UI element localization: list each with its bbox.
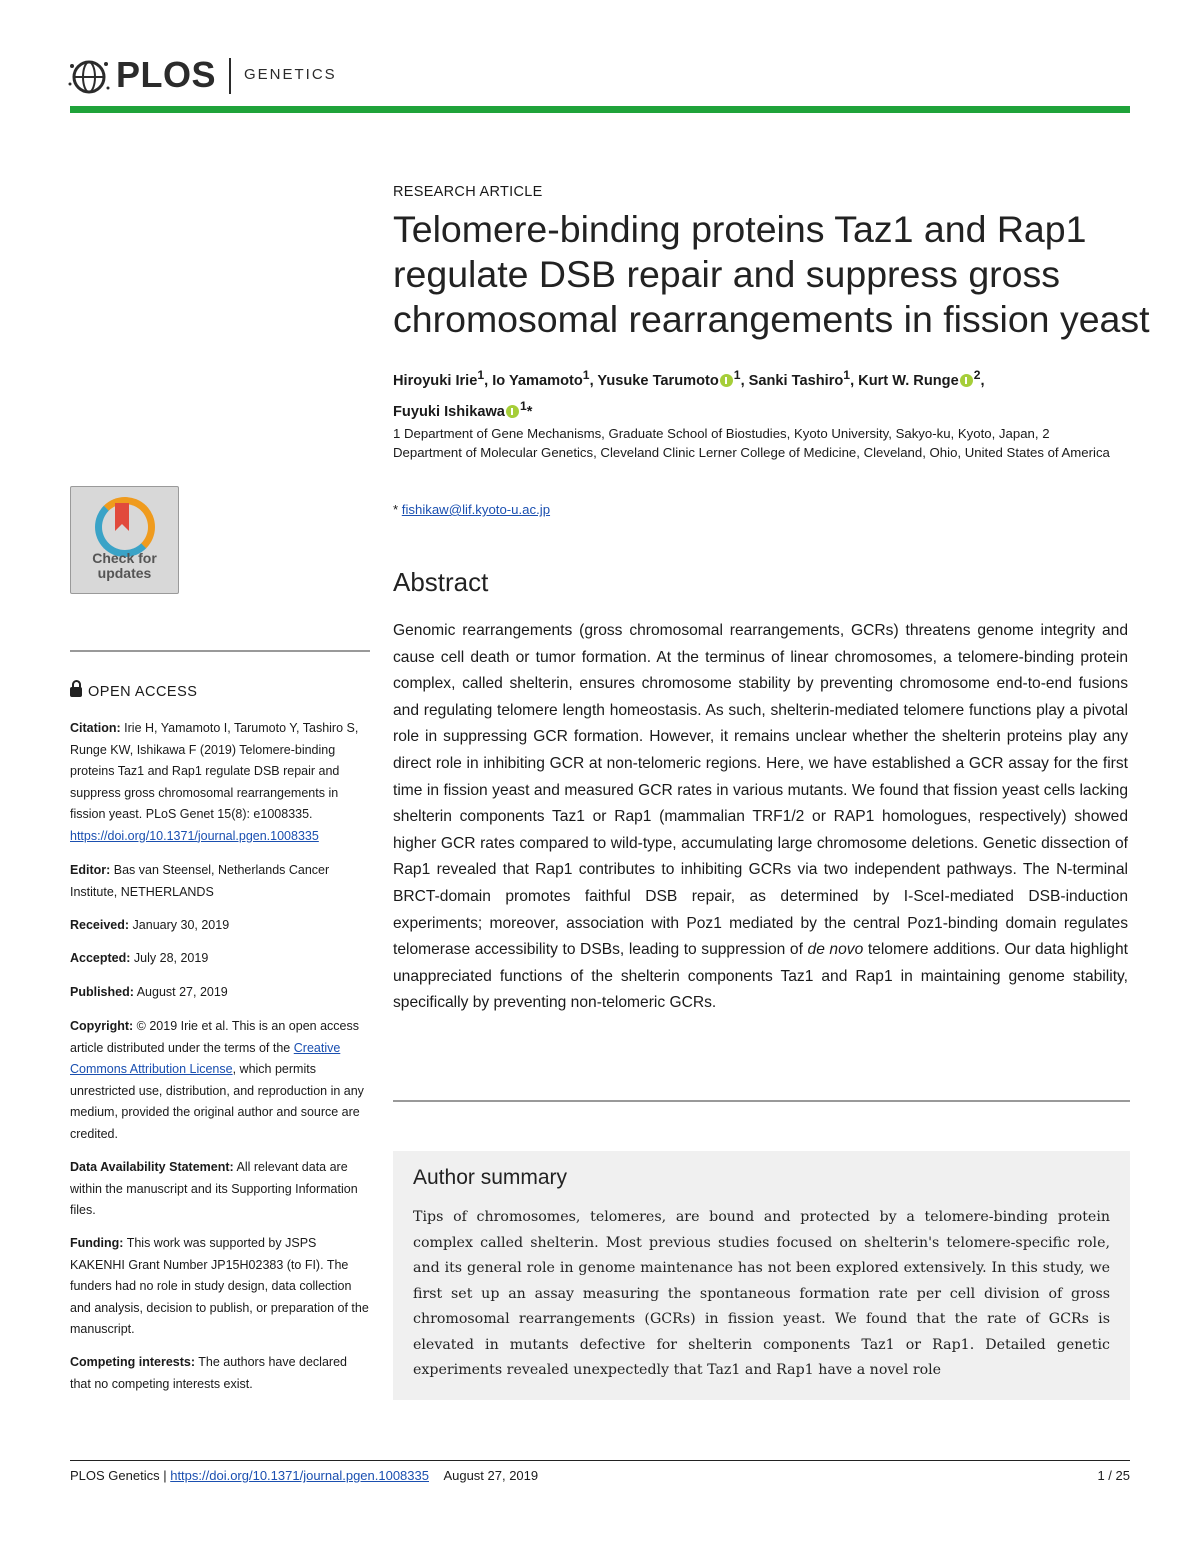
abstract-divider <box>393 1100 1130 1102</box>
footer-citation: PLOS Genetics | https://doi.org/10.1371/journal.pgen.1008335 August 27, 2019 <box>70 1468 539 1483</box>
orcid-icon[interactable] <box>506 405 519 418</box>
header-rule <box>70 106 1130 113</box>
published-date: Published: August 27, 2019 <box>70 985 228 999</box>
corresponding-mark: * <box>526 403 533 420</box>
citation-block: Citation: Irie H, Yamamoto I, Tarumoto Y, Tashiro S, Runge KW, Ishikawa F (2019) Telomere-binding proteins Taz1 and Rap1 regulate DSB repair and suppress gross chromosomal rearrangements in fission yeast. PLoS Genet 15(8): e1008335. https://doi.org/10.1371/journal.pgen.1008335 <box>70 721 359 843</box>
author-name[interactable]: Io Yamamoto <box>492 372 583 389</box>
email-link[interactable]: fishikaw@lif.kyoto-u.ac.jp <box>401 502 551 517</box>
affiliations: 1 Department of Gene Mechanisms, Graduate School of Biostudies, Kyoto University, Sakyo-ku, Kyoto, Japan, 2 Department of Molecular Genetics, Cleveland Clinic Lerner College of Medicine, Cleveland, Ohio, United States of America <box>393 426 1110 460</box>
author-summary-text: Tips of chromosomes, telomeres, are bound and protected by a telomere-binding protein complex called shelterin. Most previous studies focused on shelterin's telomere-specific role, and its general role in genome maintenance has not been explored extensively. In this study, we first set up an assay measuring the spontaneous formation rate per cell division of gross chromosomal rearrangements (GCRs) in fission yeast. We found that the rate of GCRs is elevated in mutants defective for shelterin components Taz1 or Rap1. Detailed genetic experiments revealed unexpectedly that Taz1 and Rap1 have a novel role <box>413 1209 1110 1378</box>
author-name[interactable]: Yusuke Tarumoto <box>597 372 719 389</box>
open-lock-icon <box>70 687 82 697</box>
footer-doi-link[interactable]: https://doi.org/10.1371/journal.pgen.1008335 <box>170 1468 429 1483</box>
check-for-updates-badge[interactable]: Check for updates <box>70 486 179 594</box>
license-link[interactable]: Creative Commons Attribution License <box>70 1040 341 1076</box>
sidebar-divider <box>70 650 370 652</box>
accepted-date: Accepted: July 28, 2019 <box>70 951 209 965</box>
corresponding-email: * fishikaw@lif.kyoto-u.ac.jp <box>393 502 551 517</box>
author-summary-heading: Author summary <box>413 1166 568 1189</box>
orcid-icon[interactable] <box>720 374 733 387</box>
article-type: RESEARCH ARTICLE <box>393 184 543 200</box>
author-list: Hiroyuki Irie$^1$, Io Yamamoto$^1$, Yusuke Tarumoto $^1$, Sanki Tashiro$^1$, Kurt W. Runge $^2$, Fuyuki Ishikawa $^1$* <box>393 368 985 420</box>
funding-block: Funding: This work was supported by JSPS KAKENHI Grant Number JP15H02383 (to FI). The funders had no role in study design, data collection and analysis, decision to publish, or preparation of the manuscript. <box>70 1236 369 1336</box>
plos-genetics-logo <box>66 52 366 102</box>
logo-divider <box>229 58 231 94</box>
footer-rule <box>70 1460 1130 1461</box>
brand-name: PLOS <box>116 54 217 95</box>
abstract-text: Genomic rearrangements (gross chromosomal rearrangements, GCRs) threatens genome integrity and cause cell death or tumor formation. At the terminus of linear chromosomes, a telomere-binding protein complex, called shelterin, ensures chromosome stability by preventing chromosome end-to-end fusions and regulating telomere length homeostasis. As such, shelterin-mediated telomere functions play a pivotal role in suppressing GCR formation. However, it remains unclear whether the shelterin proteins play any direct role in inhibiting GCR at non-telomeric regions. Here, we have established a GCR assay for the first time in fission yeast and measured GCR rates in various mutants. We found that fission yeast cells lacking shelterin components Taz1 or Rap1 (mammalian TRF1/2 or RAP1 homologues, respectively) showed higher GCR rates compared to wild-type, accumulating large chromosome deletions. Genetic dissection of Rap1 revealed that Rap1 contributes to inhibiting GCRs via two independent pathways. The N-terminal BRCT-domain promotes faithful DSB repair, as determined by I-SceI-mediated DSB-induction experiments; moreover, association with Poz1 mediated by the central Poz1-binding domain regulates telomerase accessibility to DSBs, leading to suppression of de novo telomere additions. Our data highlight unappreciated functions of the shelterin components Taz1 and Rap1 in maintaining genome stability, specifically by preventing non-telomeric GCRs. <box>393 622 1128 1012</box>
orcid-icon[interactable] <box>960 374 973 387</box>
editor-block: Editor: Bas van Steensel, Netherlands Cancer Institute, NETHERLANDS <box>70 863 330 899</box>
citation-doi-link[interactable]: https://doi.org/10.1371/journal.pgen.1008335 <box>70 828 319 843</box>
author-name[interactable]: Fuyuki Ishikawa <box>393 403 505 420</box>
received-date: Received: January 30, 2019 <box>70 918 230 932</box>
author-name[interactable]: Sanki Tashiro <box>748 372 844 389</box>
plos-globe-icon <box>66 54 112 100</box>
journal-name: GENETICS <box>244 66 337 83</box>
author-name[interactable]: Hiroyuki Irie <box>393 372 478 389</box>
open-access-label: OPEN ACCESS <box>70 684 197 700</box>
abstract-heading: Abstract <box>393 567 489 597</box>
article-title: Telomere-binding proteins Taz1 and Rap1 regulate DSB repair and suppress gross chromosomal rearrangements in fission yeast <box>393 208 1150 340</box>
competing-interests-block: Competing interests: The authors have declared that no competing interests exist. <box>70 1355 347 1391</box>
copyright-block: Copyright: © 2019 Irie et al. This is an open access article distributed under the terms of the Creative Commons Attribution License, which permits unrestricted use, distribution, and reproduction in any medium, provided the original author and source are credited. <box>70 1019 364 1141</box>
author-name[interactable]: Kurt W. Runge <box>858 372 959 389</box>
data-availability-block: Data Availability Statement: All relevant data are within the manuscript and its Supporting Information files. <box>70 1160 358 1217</box>
page-number: 1 / 25 <box>1097 1468 1130 1483</box>
